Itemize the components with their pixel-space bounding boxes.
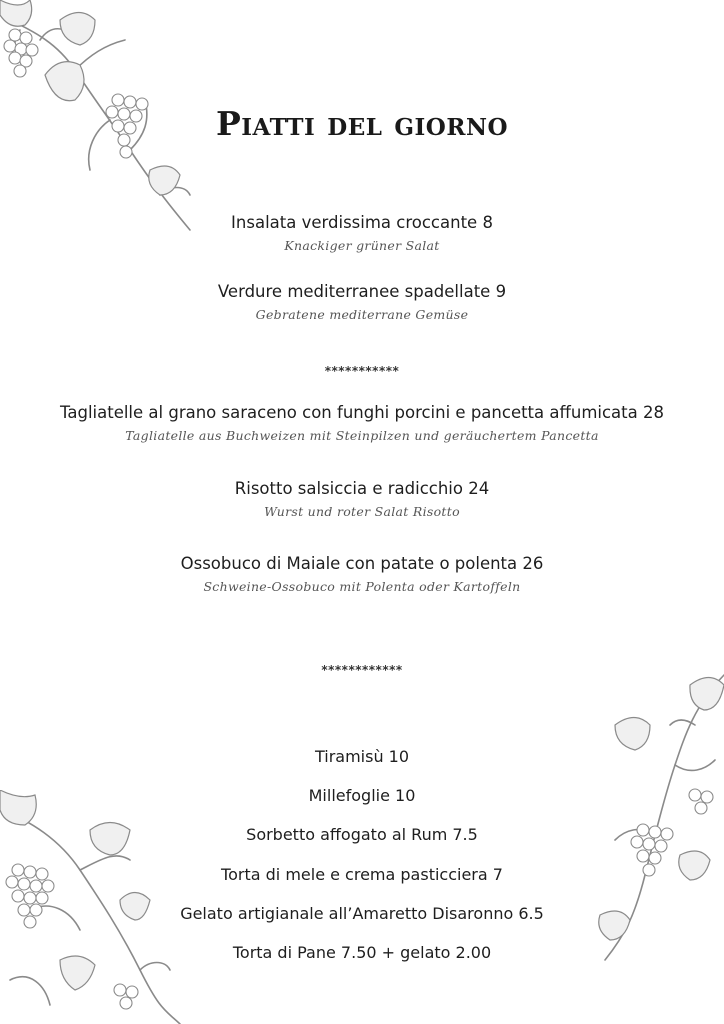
dish-translation: Schweine-Ossobuco mit Polenta oder Kartoffeln [203, 579, 521, 594]
dish-name: Verdure mediterranee spadellate 9 [217, 282, 507, 301]
section-separator: ************ [321, 663, 403, 677]
menu-item [0, 554, 724, 594]
dessert-item: Sorbetto affogato al Rum 7.5 [246, 825, 478, 844]
dish-name: Tagliatelle al grano saraceno con funghi porcini e pancetta affumicata 28 [60, 403, 664, 422]
dessert-item: Torta di mele e crema pasticciera 7 [221, 865, 503, 884]
dish-translation: Knackiger grüner Salat [284, 238, 440, 253]
menu-item [0, 282, 724, 322]
dish-name: Insalata verdissima croccante 8 [231, 213, 493, 232]
dessert-item: Torta di Pane 7.50 + gelato 2.00 [232, 943, 492, 962]
dish-translation: Gebratene mediterrane Gemüse [255, 307, 469, 322]
menu-item [0, 213, 724, 253]
dessert-item: Tiramisù 10 [314, 747, 410, 766]
menu-title: Piatti del giorno [215, 104, 509, 143]
dish-name: Ossobuco di Maiale con patate o polenta 26 [180, 554, 544, 573]
dish-name: Risotto salsiccia e radicchio 24 [234, 479, 490, 498]
dish-translation: Wurst und roter Salat Risotto [264, 504, 460, 519]
menu-item [0, 479, 724, 519]
section-separator: *********** [324, 364, 400, 378]
dish-translation: Tagliatelle aus Buchweizen mit Steinpilzen und geräuchertem Pancetta [125, 428, 599, 443]
dessert-item: Gelato artigianale all’Amaretto Disaronno 6.5 [180, 904, 544, 923]
menu-item [0, 403, 724, 443]
dessert-item: Millefoglie 10 [308, 786, 416, 805]
